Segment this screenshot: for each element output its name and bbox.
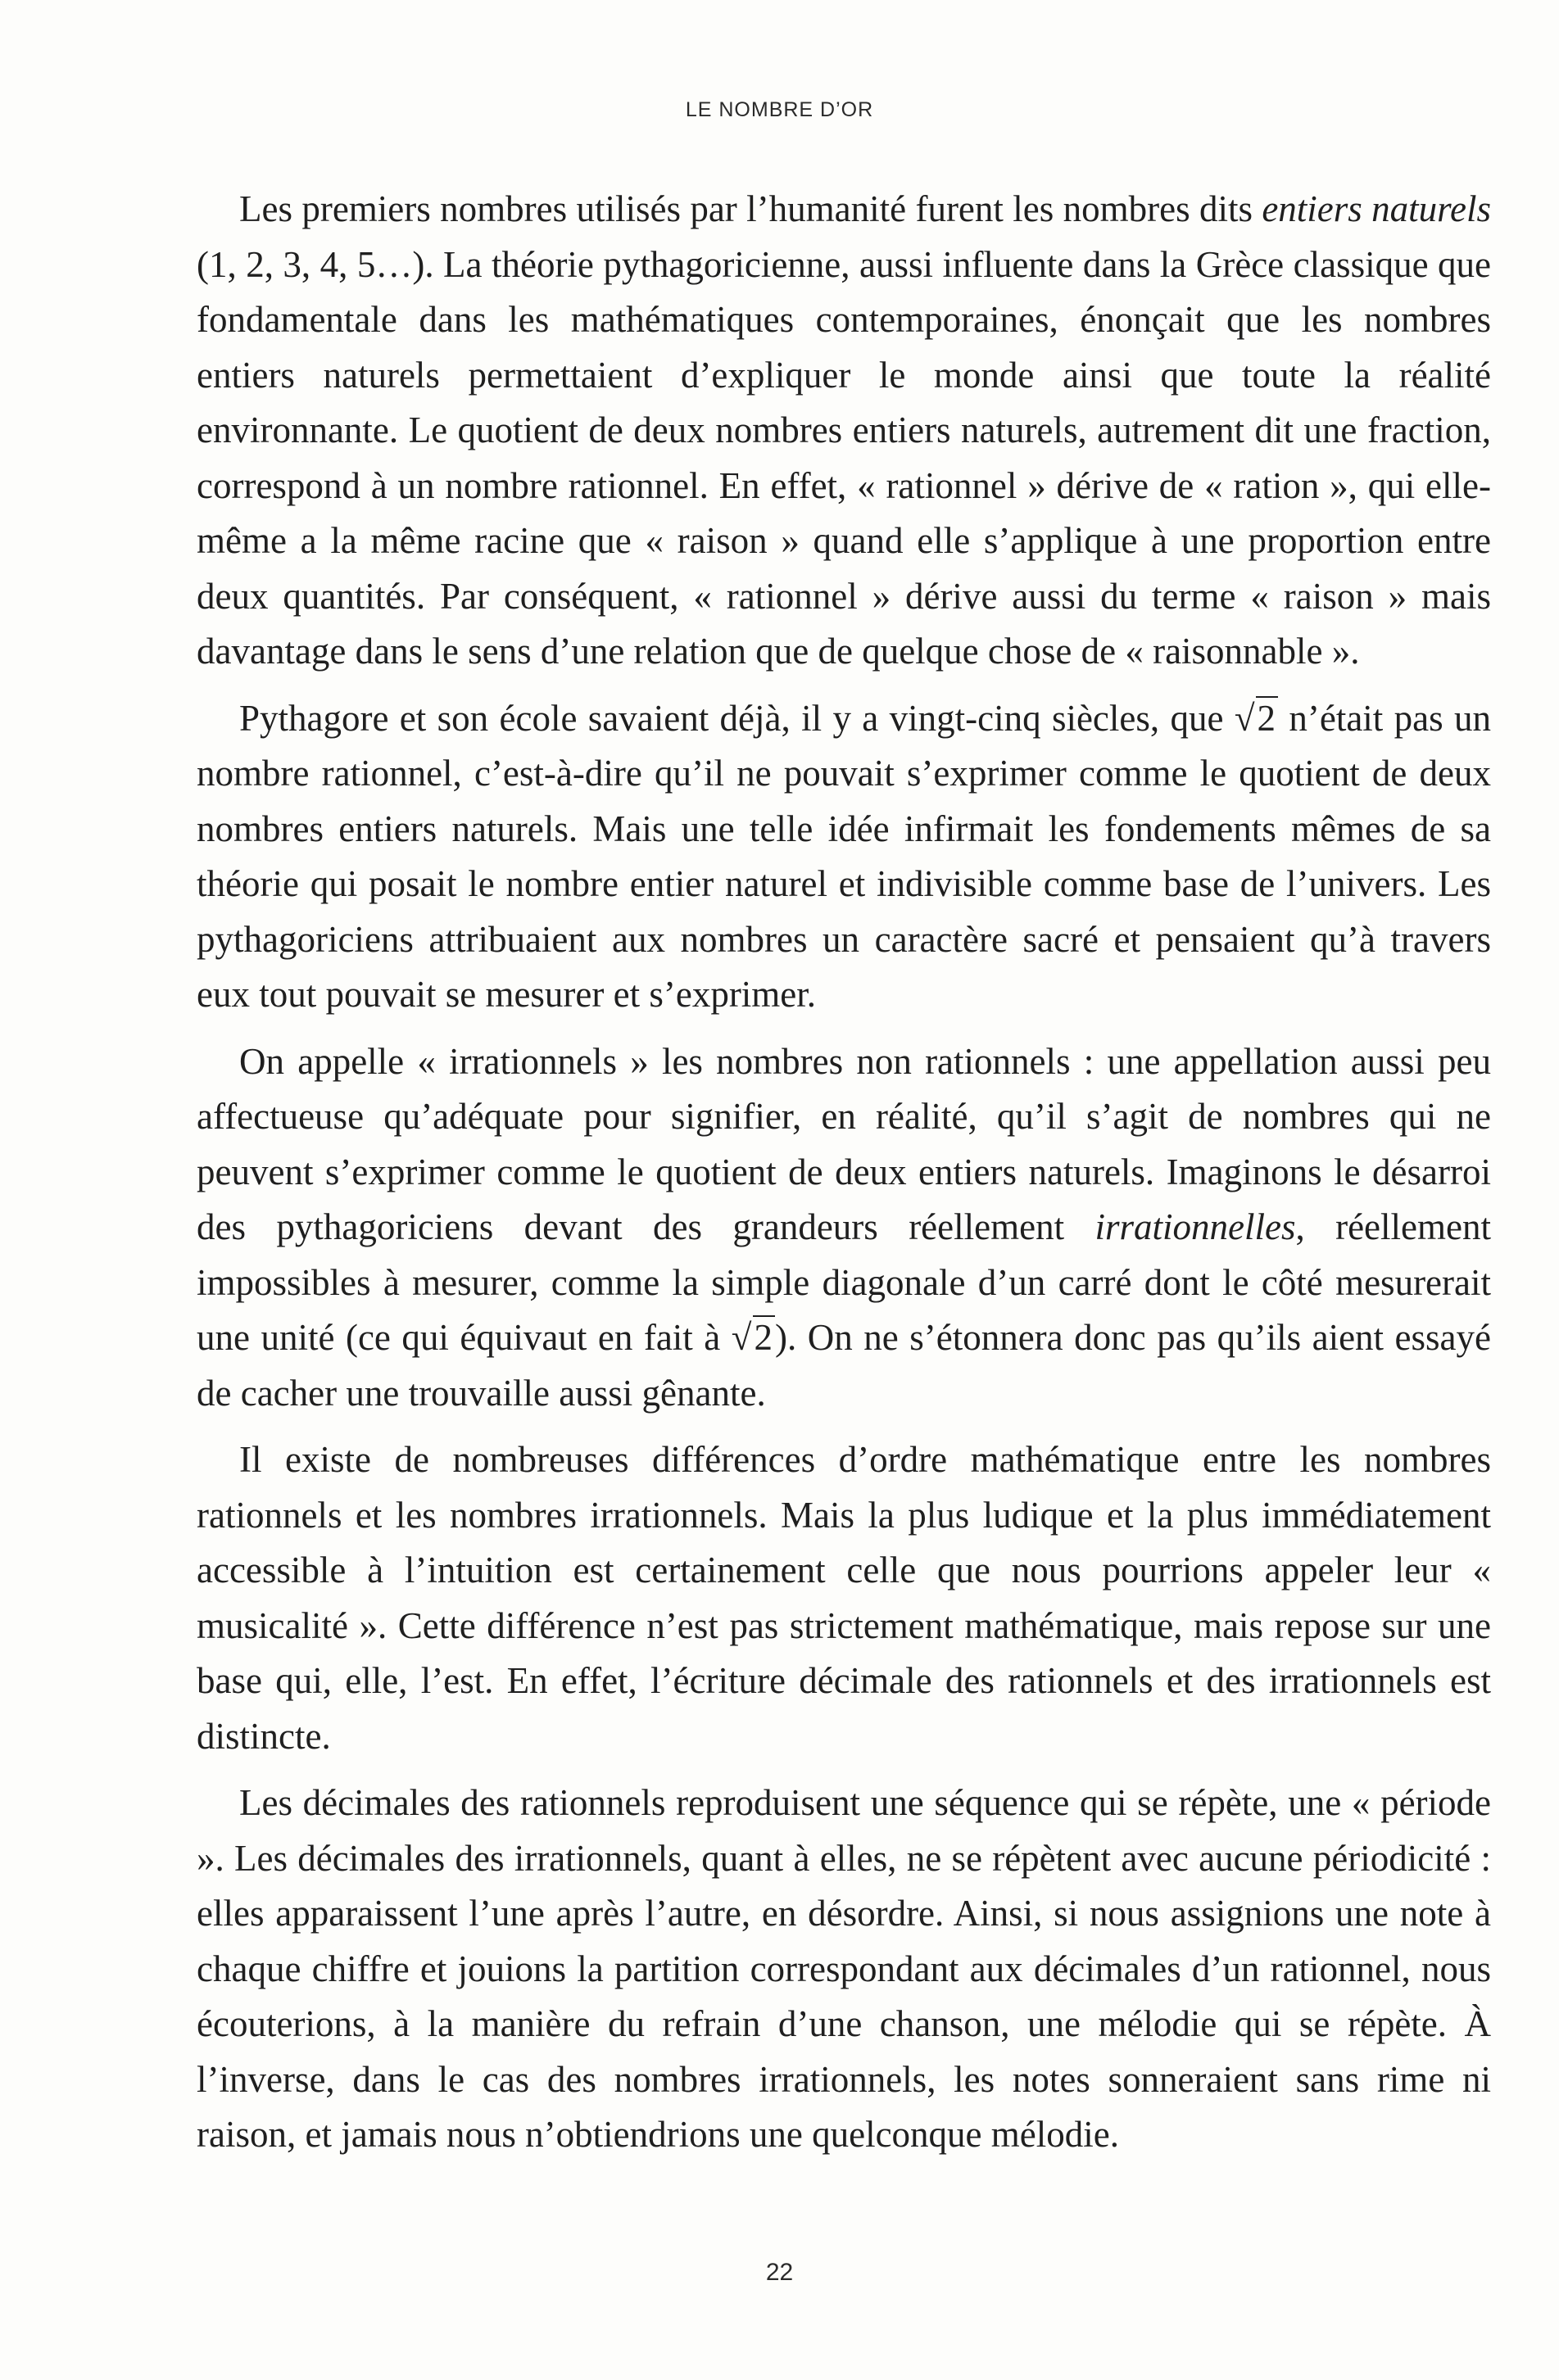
sqrt-two-symbol-2: [732, 1315, 775, 1358]
paragraph-4: Il existe de nombreuses différences d’ordre mathématique entre les nombres rationnels et les nombres irrationnels. Mais la plus ludique et la plus immédiatement accessible à l’intuition est certainement celle que nous pourrions appeler leur « musicalité ». Cette différence n’est pas strictement mathématique, mais repose sur une base qui, elle, l’est. En effet, l’écriture décimale des rationnels et des irrationnels est distincte.: [197, 1439, 1491, 1757]
paragraph-2-text-b: n’était pas un nombre rationnel, c’est-à-dire qu’il ne pouvait s’exprimer comme le quotient de deux nombres entiers naturels. Mais une telle idée infirmait les fondements mêmes de sa théorie qui posait le nombre entier naturel et indivisible comme base de l’univers. Les pythagoriciens attribuaient aux nombres un caractère sacré et pensaient qu’à travers eux tout pouvait se mesurer et s’exprimer.: [197, 697, 1491, 1015]
body-text: [197, 182, 1491, 2174]
running-header: LE NOMBRE D’OR: [685, 98, 874, 121]
paragraph-3-text-c: ). On ne s’étonnera donc pas qu’ils aient essayé de cacher une trouvaille aussi gênante.: [197, 1317, 1492, 1414]
paragraph-1: [197, 182, 1491, 680]
paragraph-1-italic: entiers naturels: [1262, 188, 1491, 229]
sqrt-two-symbol: [1235, 696, 1278, 739]
paragraph-3-text-b: , réellement impossibles à mesurer, comme la simple diagonale d’un carré dont le côté mesurerait une unité (ce qui équivaut en fait à: [197, 1206, 1491, 1358]
radicand: 2: [1256, 696, 1279, 739]
paragraph-1-text-a: Les premiers nombres utilisés par l’humanité furent les nombres dits: [239, 188, 1262, 229]
paragraph-5: Les décimales des rationnels reproduisent une séquence qui se répète, une « période ». Les décimales des irrationnels, quant à elles, ne se répètent avec aucune périodicité : elles apparaissent l’une après l’autre, en désordre. Ainsi, si nous assignions une note à chaque chiffre et jouions la partition correspondant aux décimales d’un rationnel, nous écouterions, à la manière du refrain d’une chanson, une mélodie qui se répète. À l’inverse, dans le cas des nombres irrationnels, les notes sonneraient sans rime ni raison, et jamais nous n’obtiendrions une quelconque mélodie.: [197, 1782, 1491, 2155]
paragraph-2: [197, 691, 1491, 1023]
radicand-2: 2: [753, 1315, 776, 1358]
page-number: 22: [765, 2259, 794, 2286]
paragraph-2-text-a: Pythagore et son école savaient déjà, il y a vingt-cinq siècles, que: [239, 697, 1235, 739]
paragraph-3: [197, 1034, 1491, 1422]
paragraph-1-text-b: (1, 2, 3, 4, 5…). La théorie pythagoricienne, aussi influente dans la Grèce classique que fondamentale dans les mathématiques contemporaines, énonçait que les nombres entiers naturels permettaient d’expliquer le monde ainsi que toute la réalité environnante. Le quotient de deux nombres entiers naturels, autrement dit une fraction, correspond à un nombre rationnel. En effet, « rationnel » dérive de « ration », qui elle-même a la même racine que « raison » quand elle s’applique à une proportion entre deux quantités. Par conséquent, « rationnel » dérive aussi du terme « raison » mais davantage dans le sens d’une relation que de quelque chose de « raisonnable ».: [197, 243, 1491, 672]
radical-sign: √: [1234, 697, 1255, 739]
radical-sign-2: √: [731, 1317, 752, 1358]
paragraph-3-italic: irrationnelles: [1094, 1206, 1296, 1247]
paragraph-3-text-a: On appelle « irrationnels » les nombres non rationnels : une appellation aussi peu affectueuse qu’adéquate pour signifier, en réalité, qu’il s’agit de nombres qui ne peuvent s’exprimer comme le quotient de deux entiers naturels. Imaginons le désarroi des pythagoriciens devant des grandeurs réellement: [197, 1040, 1491, 1247]
